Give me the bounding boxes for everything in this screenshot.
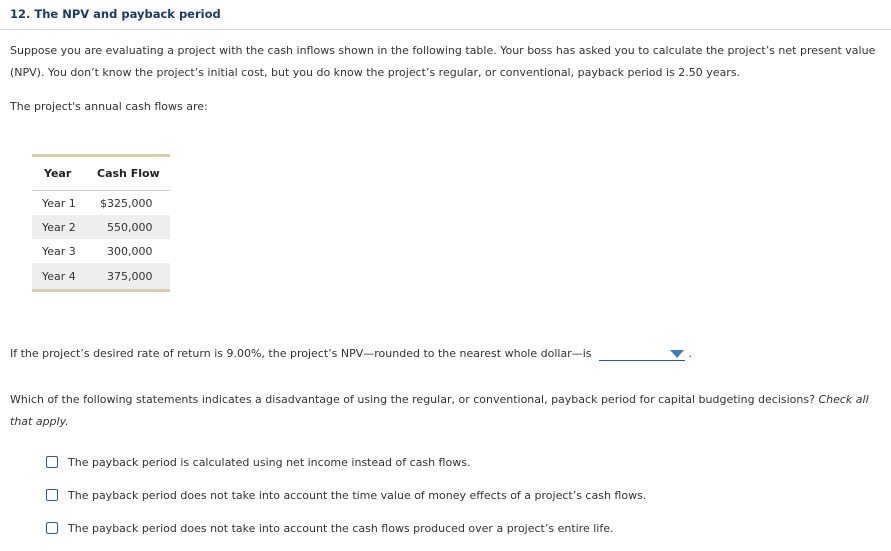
- disadvantage-prompt: Which of the following statements indicates a disadvantage of using the regular, or conventional, payback period for capital budgeting decisions?: [10, 393, 815, 406]
- table-row: [32, 191, 170, 216]
- option-entire-life[interactable]: [46, 520, 614, 536]
- npv-answer-dropdown[interactable]: [599, 347, 685, 361]
- year-cell: Year 3: [42, 244, 76, 258]
- npv-question: [10, 343, 878, 365]
- checkbox-empty-icon[interactable]: [46, 489, 58, 501]
- cash-flow-cell: $325,000: [100, 196, 153, 210]
- table-intro: The project's annual cash flows are:: [10, 100, 208, 113]
- year-cell: Year 4: [32, 263, 97, 291]
- table-row: [32, 239, 170, 263]
- checkbox-empty-icon[interactable]: [46, 522, 58, 534]
- option-label: The payback period does not take into account the cash flows produced over a project’s entire life.: [68, 521, 614, 535]
- npv-prompt: If the project’s desired rate of return is 9.00%, the project’s NPV—rounded to the nearest whole dollar—is: [10, 347, 592, 360]
- year-cell: Year 2: [32, 215, 97, 239]
- table-row: [32, 263, 170, 291]
- option-label: The payback period does not take into account the time value of money effects of a project’s cash flows.: [68, 488, 647, 502]
- caret-down-icon: [670, 350, 684, 358]
- cash-flow-cell: 375,000: [97, 263, 170, 291]
- disadvantage-question: [10, 389, 878, 433]
- column-header-year: Year: [32, 156, 97, 191]
- check-all-hint: Check all that apply.: [10, 393, 869, 428]
- cash-flow-table: [32, 154, 170, 292]
- question-intro: Suppose you are evaluating a project with the cash inflows shown in the following table. Your boss has asked you to calculate the project’s net present value (NPV). You don’t know the project’s initial cost, but you do know the project’s regular, or conventional, payback period is 2.50 years.: [10, 44, 876, 79]
- checkbox-empty-icon[interactable]: [46, 456, 58, 468]
- column-header-cash-flow: Cash Flow: [97, 156, 170, 191]
- cash-flow-cell: 300,000: [107, 244, 153, 258]
- option-time-value[interactable]: [46, 487, 646, 503]
- question-title: 12. The NPV and payback period: [10, 7, 221, 21]
- option-label: The payback period is calculated using net income instead of cash flows.: [68, 455, 471, 469]
- header-divider: [0, 29, 891, 30]
- table-row: [32, 215, 170, 239]
- cash-flow-cell: 550,000: [97, 215, 170, 239]
- option-net-income[interactable]: [46, 454, 470, 470]
- npv-suffix: .: [688, 347, 692, 360]
- year-cell: Year 1: [42, 196, 76, 210]
